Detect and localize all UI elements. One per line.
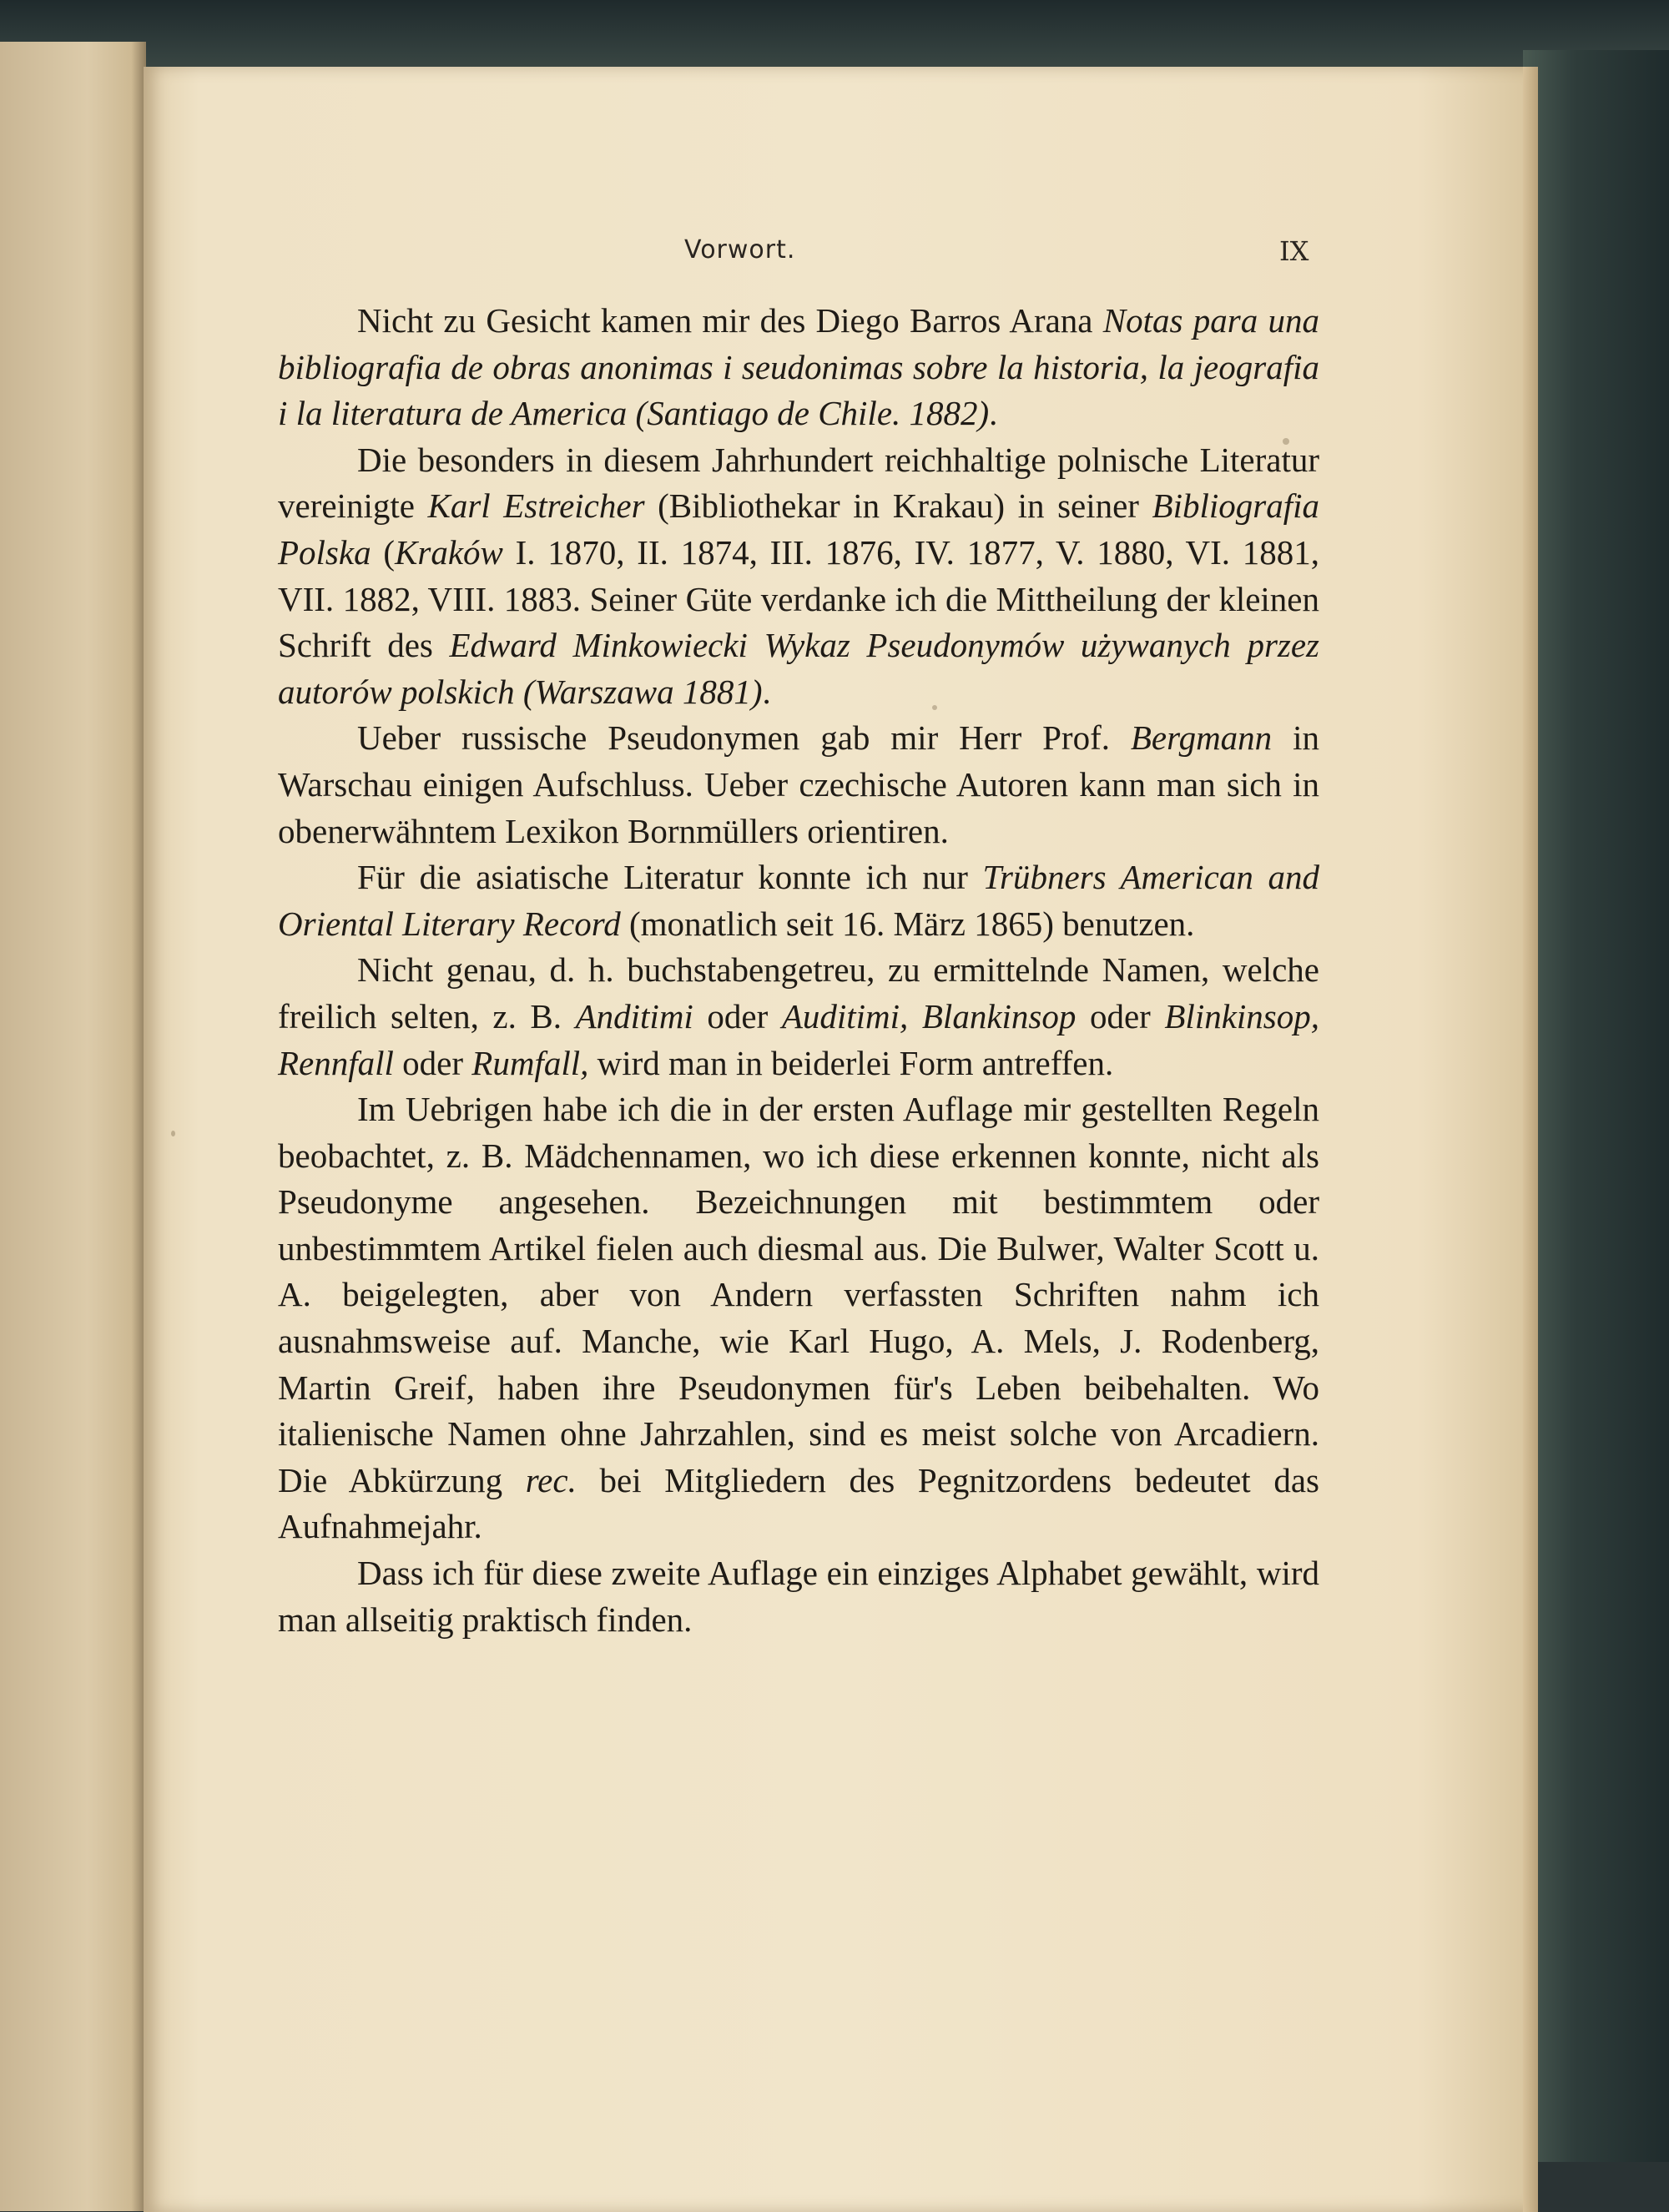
page-number: IX [1279, 235, 1309, 267]
page-header [0, 235, 1669, 277]
paragraph-text: in Warschau einigen Aufschluss. Ueber czechische Autoren kann man sich in obenerwähntem Lexikon Bornmüllers orientiren. [278, 718, 1319, 850]
italic-title-text: Anditimi [575, 996, 693, 1035]
italic-title-text: Kraków [395, 532, 503, 572]
paragraph-3 [278, 715, 1319, 854]
paragraph-text: Dass ich für diese zweite Auflage ein einziges Alphabet gewählt, wird man allseitig praktisch finden. [278, 1554, 1319, 1639]
paragraph-text: Nicht genau, d. h. buchstabengetreu, zu ermittelnde Namen, welche freilich selten, z. B. [278, 950, 1319, 1035]
paragraph-text: Nicht zu Gesicht kamen mir des Diego Barros Arana [357, 301, 1103, 340]
paragraph-text: Die besonders in diesem Jahrhundert reichhaltige polnische Literatur vereinigte [278, 440, 1319, 526]
italic-title-text: rec. [525, 1460, 577, 1499]
paragraph-7 [278, 1550, 1319, 1643]
paragraph-text: . [762, 672, 771, 711]
paragraph-text: (Bibliothekar in Krakau) in seiner [644, 486, 1152, 526]
page-fore-edge [1523, 67, 1538, 2212]
paragraph-6 [278, 1086, 1319, 1550]
paragraph-4 [278, 854, 1319, 947]
italic-title-text: Bergmann [1130, 718, 1273, 758]
paragraph-2 [278, 437, 1319, 716]
paragraph-text: I. 1870, II. 1874, III. 1876, IV. 1877, V. 1880, VI. 1881, VII. 1882, VIII. 1883. Seiner Güte verdanke ich die Mittheilung der kleinen Schrift des [278, 532, 1319, 665]
paragraph-text: . [989, 394, 998, 433]
italic-title-text: Trübners American and Oriental Literary Record [278, 858, 1319, 943]
italic-title-text: Edward Minkowiecki Wykaz Pseudonymów używanych przez autorów polskich (Warszawa 1881) [278, 626, 1320, 711]
paragraph-text: wird man in beiderlei Form antreffen. [588, 1043, 1114, 1082]
italic-title-text: Karl Estreicher [427, 486, 645, 526]
facing-page-edge [0, 42, 146, 2211]
italic-title-text: Rumfall, [471, 1043, 589, 1082]
running-head: Vorwort. [684, 235, 796, 265]
body-text [278, 298, 1319, 1643]
italic-title-text: Auditimi, Blankinsop [781, 996, 1077, 1035]
paragraph-5 [278, 947, 1319, 1086]
italic-title-text: Bibliografia Polska [278, 486, 1320, 572]
paragraph-text: oder [1076, 996, 1165, 1035]
paragraph-text: Ueber russische Pseudonymen gab mir Herr Prof. [357, 718, 1131, 758]
paragraph-text: Für die asiatische Literatur konnte ich nur [357, 858, 983, 897]
paragraph-text: (monatlich seit 16. März 1865) benutzen. [620, 904, 1195, 943]
paragraph-text: oder [393, 1043, 472, 1082]
paragraph-text: ( [371, 532, 396, 572]
paragraph-1 [278, 298, 1319, 437]
paragraph-text: Im Uebrigen habe ich die in der ersten Auflage mir gestellten Regeln beobachtet, z. B. Mädchennamen, wo ich diese erkennen konnte, nicht als Pseudonyme angesehen. Bezeichnungen mit bestimmtem oder unbestimmtem Artikel fielen auch diesmal aus. Die Bulwer, Walter Scott u. A. beigelegten, aber von Andern verfassten Schriften nahm ich ausnahmsweise auf. Manche, wie Karl Hugo, A. Mels, J. Rodenberg, Martin Greif, haben ihre Pseudonymen für's Leben beibehalten. Wo italienische Namen ohne Jahrzahlen, sind es meist solche von Arcadiern. Die Abkürzung [278, 1090, 1319, 1499]
paragraph-text: bei Mitgliedern des Pegnitzordens bedeutet das Aufnahmejahr. [278, 1460, 1319, 1546]
paper-spot [171, 1131, 175, 1136]
italic-title-text: Blinkinsop, Rennfall [278, 996, 1320, 1082]
book-binding-right [1523, 50, 1669, 2212]
paragraph-text: oder [693, 996, 782, 1035]
italic-title-text: Notas para una bibliografia de obras anonimas i seudonimas sobre la historia, la jeografia i la literatura de America (Santiago de Chile. 1882) [278, 301, 1319, 433]
